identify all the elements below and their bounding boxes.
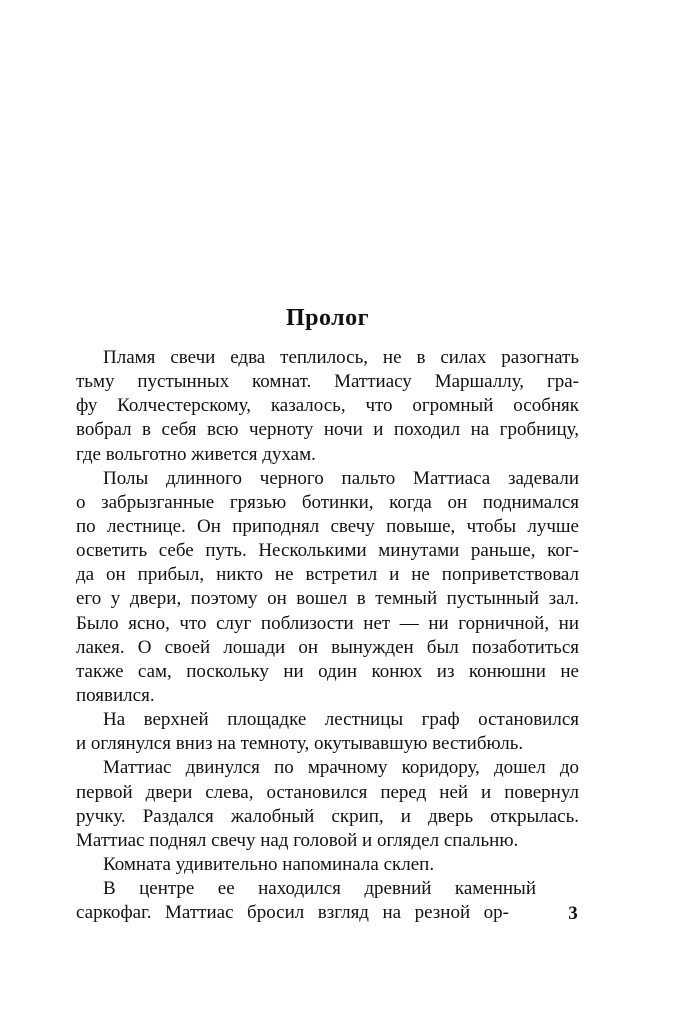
page-number: 3 [568, 903, 578, 924]
chapter-title: Пролог [285, 305, 370, 331]
text-line: саркофаг. Маттиас бросил взгляд на резной ор- [76, 902, 509, 924]
text-line: Комната удивительно напоминала склеп. [103, 853, 435, 875]
text-line: тьму пустынных комнат. Маттиасу Маршаллу, гра- [76, 371, 579, 393]
body-text [76, 346, 579, 925]
text-line: первой двери слева, остановился перед ней и повернул [76, 781, 579, 803]
text-line: лакея. О своей лошади он вынужден был позаботиться [76, 636, 579, 658]
text-line: ручку. Раздался жалобный скрип, и дверь открылась. [76, 805, 579, 827]
text-line: В центре ее находился древний каменный [103, 878, 536, 900]
text-line: и оглянулся вниз на темноту, окутывавшую вестибюль. [76, 733, 524, 755]
text-line: по лестнице. Он приподнял свечу повыше, чтобы лучше [76, 515, 579, 537]
text-line: появился. [76, 684, 155, 706]
text-line: Было ясно, что слуг поблизости нет — ни горничной, ни [76, 612, 579, 634]
text-line: На верхней площадке лестницы граф остановился [103, 709, 579, 731]
text-line: также сам, поскольку ни один конюх из конюшни не [76, 660, 579, 682]
text-line: да он прибыл, никто не встретил и не поприветствовал [76, 564, 579, 586]
text-line: Пламя свечи едва теплилось, не в силах разогнать [103, 347, 579, 368]
text-line: вобрал в себя всю черноту ночи и походил на гробницу, [76, 419, 579, 441]
text-line: где вольготно живется духам. [76, 443, 316, 465]
text-line: Маттиас поднял свечу над головой и оглядел спальню. [76, 829, 519, 851]
text-line: его у двери, поэтому он вошел в темный пустынный зал. [76, 588, 579, 610]
text-line: осветить себе путь. Несколькими минутами раньше, ког- [76, 540, 579, 562]
text-line: Маттиас двинулся по мрачному коридору, дошел до [103, 757, 579, 779]
text-line: Полы длинного черного пальто Маттиаса задевали [103, 467, 579, 489]
text-line: фу Колчестерскому, казалось, что огромный особняк [76, 395, 579, 417]
text-line: о забрызганные грязью ботинки, когда он поднимался [76, 491, 579, 513]
